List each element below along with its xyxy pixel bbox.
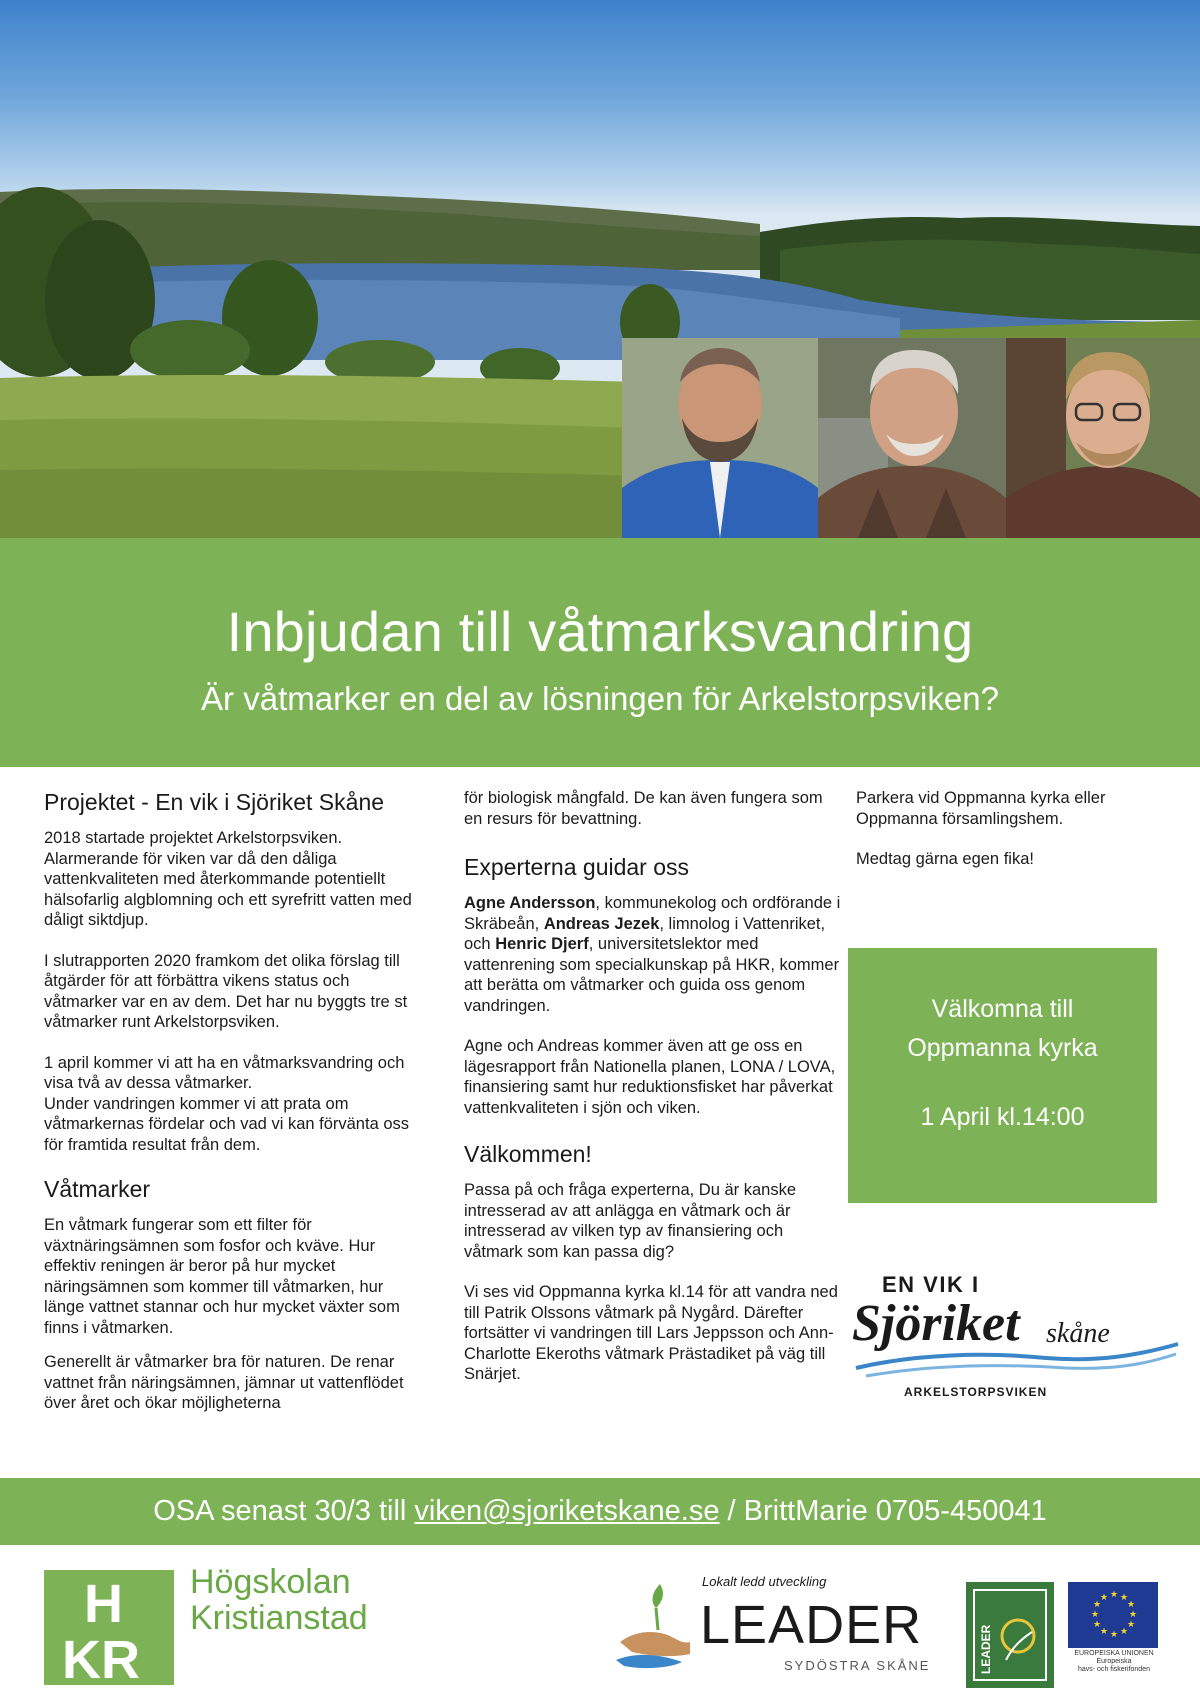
svg-text:★: ★ (1091, 1610, 1100, 1620)
svg-text:★: ★ (1127, 1600, 1136, 1610)
expert-name-andreas: Andreas Jezek (543, 914, 660, 933)
svg-text:★: ★ (1100, 1627, 1109, 1637)
page-subtitle: Är våtmarker en del av lösningen för Arkelstorpsviken? (201, 680, 999, 717)
parking-info: Parkera vid Oppmanna kyrka eller Oppmanna församlingshem. (856, 789, 1106, 828)
expert-portraits (622, 338, 1200, 538)
eu-caption: EUROPEISKA UNIONEN Europeiska havs- och fiskerifonden (1074, 1650, 1154, 1673)
wetlands-heading: Våtmarker (44, 1176, 151, 1202)
hkr-name: Högskolan Kristianstad (190, 1563, 368, 1637)
portrait-andreas-jezek (818, 338, 1006, 538)
experts-paragraph-2: Agne och Andreas kommer även att ge oss en lägesrapport från Nationella planen, LONA / LOVA, finansiering samt hur reduktionsfisket har påverkat vattenkvaliteten i sjön och viken. (464, 1037, 836, 1117)
logo-text-sjoriket: Sjöriket (852, 1295, 1020, 1352)
invite-box (848, 948, 1157, 1203)
svg-text:★: ★ (1110, 1630, 1119, 1640)
welcome-paragraph-2: Vi ses vid Oppmanna kyrka kl.14 för att vandra ned till Patrik Olssons våtmark på Nygård. Därefter fortsätter vi vandringen till Lars Jeppsson och Ann-Charlotte Ekeroths våtmark Prästadiket på väg till Snärjet. (464, 1283, 838, 1383)
project-paragraph-1: 2018 startade projektet Arkelstorpsviken. Alarmerande för viken var då den dåliga vattenkvaliteten med återkommande potentiellt hälsofarlig algblomning och ett syrefritt vatten med dåligt siktdjup. (44, 829, 412, 929)
svg-text:★: ★ (1120, 1593, 1129, 1603)
logo-text-skane: skåne (1046, 1318, 1110, 1349)
leader-wordmark: LEADER (700, 1595, 923, 1655)
wetlands-paragraph-2: Generellt är våtmarker bra för naturen. De renar vattnet från näringsämnen, jämnar ut vattenflödet över året och ökar möjligheterna (44, 1353, 404, 1412)
hero-landscape-photo (0, 0, 1200, 538)
rsvp-band (0, 1478, 1200, 1545)
svg-text:H: H (84, 1574, 123, 1634)
title-band (0, 538, 1200, 767)
welcome-heading: Välkommen! (464, 1141, 592, 1167)
svg-text:LEADER: LEADER (979, 1624, 993, 1674)
rsvp-contact: / BrittMarie 0705-450041 (719, 1495, 1047, 1527)
project-paragraph-3b: Under vandringen kommer vi att prata om våtmarkernas fördelar och vad vi kan förvänta oss för framtida resultat från dem. (44, 1094, 410, 1154)
wetlands-paragraph-2-continued: för biologisk mångfald. De kan även fungera som en resurs för bevattning. (464, 789, 823, 828)
svg-text:KR: KR (62, 1630, 140, 1685)
logo-text-en-vik-i: EN VIK I (882, 1272, 980, 1297)
expert-name-henric: Henric Djerf (495, 935, 589, 953)
welcome-paragraph-1: Passa på och fråga experterna, Du är kanske intresserad av att anlägga en våtmark och är intresserad av vilken typ av finansiering och våtmark som kan passa dig? (464, 1181, 797, 1261)
eu-flag-icon (1068, 1582, 1158, 1648)
project-heading: Projektet - En vik i Sjöriket Skåne (44, 789, 385, 815)
sjoriket-skane-logo (846, 1270, 1182, 1410)
column-left (44, 788, 424, 1414)
column-middle (464, 788, 842, 1405)
svg-text:★: ★ (1127, 1620, 1136, 1630)
wetlands-paragraph-1: En våtmark fungerar som ett filter för växtnäringsämnen som fosfor och kväve. Hur effektiv reningen är beror på hur mycket näringsämnen som kommer till våtmarken, hur länge vattnet stannar och hur mycket växter som finns i våtmarken. (44, 1216, 400, 1337)
project-paragraph-2: I slutrapporten 2020 framkom det olika förslag till åtgärder för att förbättra vikens status och våtmarker var en av dem. Det har nu byggts tre st våtmarker runt Arkelstorpsviken. (44, 951, 408, 1031)
hkr-logo-mark (44, 1570, 174, 1685)
column-right (856, 788, 1166, 890)
leader-tagline: Lokalt ledd utveckling (702, 1574, 827, 1589)
svg-text:★: ★ (1093, 1600, 1102, 1610)
invite-box-line-2: Oppmanna kyrka (907, 1034, 1098, 1062)
rsvp-prefix: OSA senast 30/3 till (153, 1495, 415, 1527)
bring-fika-note: Medtag gärna egen fika! (856, 850, 1034, 868)
svg-text:★: ★ (1100, 1593, 1109, 1603)
invite-box-line-1: Välkomna till (931, 995, 1074, 1023)
plant-hands-icon (610, 1572, 700, 1672)
expert-name-agne: Agne Andersson (464, 894, 596, 912)
project-paragraph-3a: 1 april kommer vi att ha en våtmarksvandring och visa två av dessa våtmarker. (44, 1053, 405, 1092)
invite-box-date-time: 1 April kl.14:00 (920, 1103, 1085, 1131)
svg-text:★: ★ (1129, 1610, 1138, 1620)
experts-heading: Experterna guidar oss (464, 854, 690, 880)
svg-text:★: ★ (1120, 1627, 1129, 1637)
svg-text:★: ★ (1110, 1590, 1119, 1600)
rsvp-email-link[interactable]: viken@sjoriketskane.se (414, 1495, 720, 1527)
logo-text-arkelstorpsviken: ARKELSTORPSVIKEN (904, 1385, 1048, 1399)
experts-paragraph-1: Agne Andersson, kommunekolog och ordförande i Skräbeån, Andreas Jezek, limnolog i Vattenriket, och Henric Djerf, universitetslektor med vattenrening som specialkunskap på HKR, kommer att berätta om våtmarker och guida oss genom vandringen. (464, 894, 841, 1015)
page-title: Inbjudan till våtmarksvandring (226, 600, 974, 663)
leader-region: SYDÖSTRA SKÅNE (784, 1658, 931, 1673)
portrait-agne-andersson (622, 338, 818, 538)
portrait-henric-djerf (1006, 338, 1200, 538)
svg-text:★: ★ (1093, 1620, 1102, 1630)
leader-eu-logo (966, 1582, 1054, 1688)
